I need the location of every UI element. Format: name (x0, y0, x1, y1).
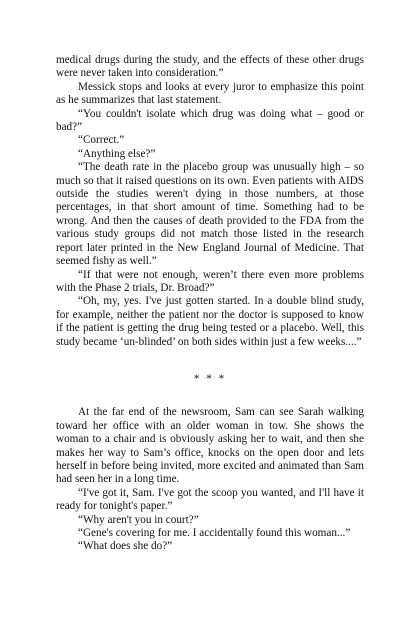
paragraph: At the far end of the newsroom, Sam can see Sarah walking toward her office with an older woman in tow. She shows the woman to a chair and is obviously asking her to wait, and then she makes her way to Sam’s office, knocks on the open door and lets herself in before being invited, more excited and animated than Sam had seen her in a long time. (56, 406, 364, 486)
dialogue-line: “Why aren't you in court?” (78, 513, 199, 526)
paragraph: medical drugs during the study, and the effects of these other drugs were never taken into consideration.” (56, 54, 364, 80)
dialogue-line: “The death rate in the placebo group was unusually high – so much so that it raised questions on its own. Even patients with AIDS outside the studies weren't dying in those numbers, at those percentages, in that short amount of time. Something had to be wrong. And then the causes of death provided to the FDA from the various study groups did not match those listed in the research report later printed in the New England Journal of Medicine. That seemed fishy as well.” (56, 161, 364, 268)
section-one (56, 54, 364, 349)
section-two (56, 406, 364, 553)
book-page (56, 54, 364, 554)
dialogue-line: “Gene's covering for me. I accidentally found this woman...” (78, 527, 351, 539)
paragraph: Messick stops and looks at every juror to emphasize this point as he summarizes that last statement. (56, 80, 364, 107)
dialogue-line: “I've got it, Sam. I've got the scoop you wanted, and I'll have it ready for tonight's paper.” (56, 486, 364, 513)
dialogue-line: “Correct.” (78, 134, 125, 147)
dialogue-line: “You couldn't isolate which drug was doing what – good or bad?” (56, 107, 364, 134)
dialogue-line: “Oh, my, yes. I've just gotten started. In a double blind study, for example, neither the patient nor the doctor is supposed to know if the patient is getting the drug being tested or a placebo. Well, this study became ‘un-blinded’ on both sides within just a few weeks....” (56, 295, 364, 348)
dialogue-line: “Anything else?” (78, 147, 156, 160)
dialogue-line: “If that were not enough, weren’t there even more problems with the Phase 2 trials, Dr. Broad?” (56, 268, 364, 294)
scene-break: * * * (193, 372, 227, 385)
dialogue-line: “What does she do?” (78, 540, 173, 553)
